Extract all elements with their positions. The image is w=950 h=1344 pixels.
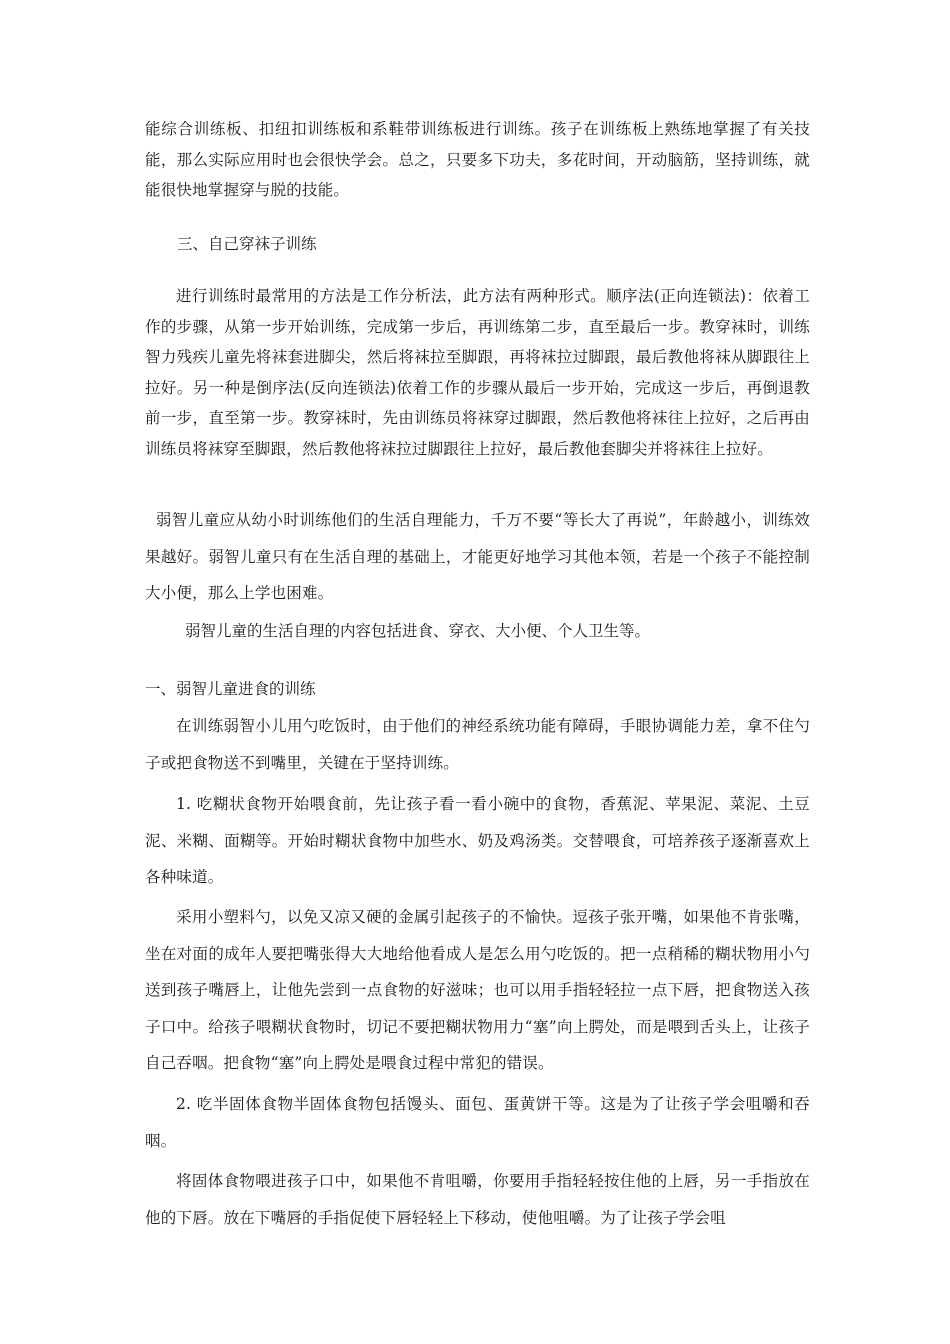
paragraph-self-care-early (145, 502, 810, 612)
paragraph-solid-food (145, 1163, 810, 1236)
heading-eating-training: 一、弱智儿童进食的训练 (145, 680, 316, 698)
paragraph-text: 2. 吃半固体食物半固体食物包括馒头、面包、蛋黄饼干等。这是为了让孩子学会咀嚼和吞咽。 (145, 1095, 810, 1150)
paragraph-paste-food (145, 786, 810, 896)
paragraph-self-care-content: 弱智儿童的生活自理的内容包括进食、穿衣、大小便、个人卫生等。 (185, 622, 651, 640)
paragraph-text: 能综合训练板、扣纽扣训练板和系鞋带训练板进行训练。孩子在训练板上熟练地掌握了有关技能，那么实际应用时也会很快学会。总之，只要多下功夫，多花时间，开动脑筋，坚持训练，就能很快地掌握穿与脱的技能。 (145, 120, 810, 199)
paragraph-text: 进行训练时最常用的方法是工作分析法，此方法有两种形式。顺序法(正向连锁法)：依着工作的步骤，从第一步开始训练，完成第一步后，再训练第二步，直至最后一步。教穿袜时，训练智力残疾儿童先将袜套进脚尖，然后将袜拉至脚跟，再将袜拉过脚跟，最后教他将袜从脚跟往上拉好。另一种是倒序法(反向连锁法)依着工作的步骤从最后一步开始，完成这一步后，再倒退教前一步，直至第一步。教穿袜时，先由训练员将袜穿过脚跟，然后教他将袜往上拉好，之后再由训练员将袜穿至脚跟，然后教他将袜拉过脚跟往上拉好，最后教他套脚尖并将袜往上拉好。 (145, 287, 810, 458)
paragraph-text: 1. 吃糊状食物开始喂食前，先让孩子看一看小碗中的食物，香蕉泥、苹果泥、菜泥、土豆泥、米糊、面糊等。开始时糊状食物中加些水、奶及鸡汤类。交替喂食，可培养孩子逐渐喜欢上各种味道。 (145, 795, 810, 886)
paragraph-text: 采用小塑料勺，以免又凉又硬的金属引起孩子的不愉快。逗孩子张开嘴，如果他不肯张嘴，坐在对面的成年人要把嘴张得大大地给他看成人是怎么用勺吃饭的。把一点稍稀的糊状物用小勺送到孩子嘴唇上，让他先尝到一点食物的好滋味；也可以用手指轻轻拉一点下唇，把食物送入孩子口中。给孩子喂糊状食物时，切记不要把糊状物用力“塞”向上腭处，而是喂到舌头上，让孩子自己吞咽。把食物“塞”向上腭处是喂食过程中常犯的错误。 (145, 908, 810, 1072)
paragraph-plastic-spoon (145, 899, 810, 1082)
paragraph-dressing-boards (145, 114, 810, 206)
paragraph-text: 将固体食物喂进孩子口中，如果他不肯咀嚼，你要用手指轻轻按住他的上唇，另一手指放在他的下唇。放在下嘴唇的手指促使下唇轻轻上下移动，使他咀嚼。为了让孩子学会咀 (145, 1172, 810, 1227)
heading-socks-training: 三、自己穿袜子训练 (177, 235, 317, 253)
paragraph-spoon-training (145, 708, 810, 781)
paragraph-semi-solid-food (145, 1086, 810, 1159)
paragraph-text: 弱智儿童应从幼小时训练他们的生活自理能力，千万不要“等长大了再说”，年龄越小，训练效果越好。弱智儿童只有在生活自理的基础上，才能更好地学习其他本领，若是一个孩子不能控制大小便，那么上学也困难。 (145, 511, 810, 602)
paragraph-task-analysis (145, 281, 810, 464)
paragraph-text: 在训练弱智小儿用勺吃饭时，由于他们的神经系统功能有障碍，手眼协调能力差，拿不住勺子或把食物送不到嘴里，关键在于坚持训练。 (145, 717, 810, 772)
